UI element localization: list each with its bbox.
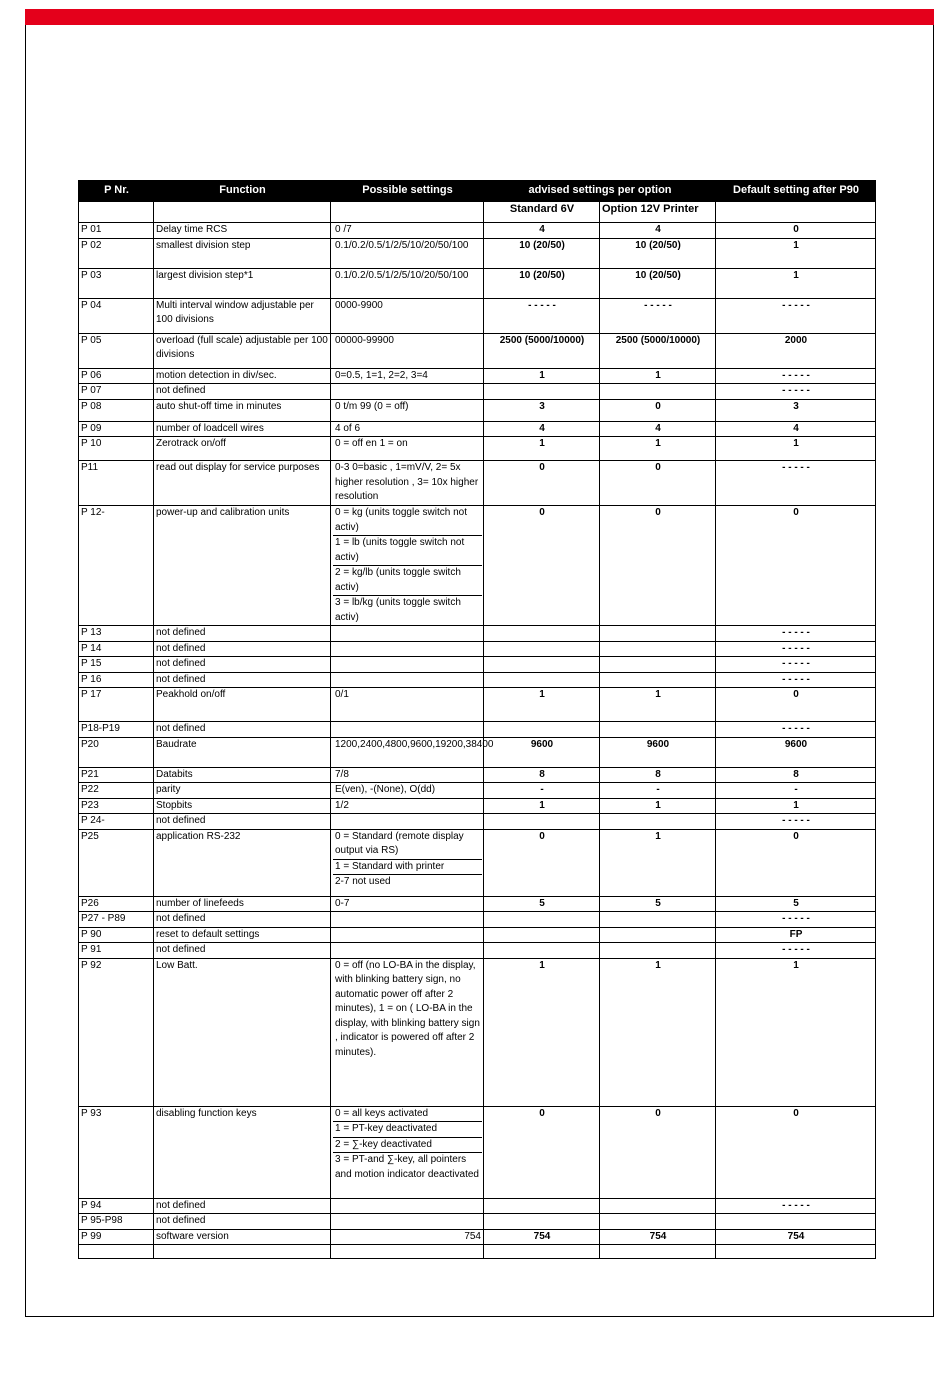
param-number-cell: P 04 — [79, 298, 154, 333]
possible-setting-item: 1/2 — [335, 799, 349, 811]
default-setting-cell: 5 — [716, 896, 876, 912]
subheader-option: Option 12V Printer — [600, 202, 716, 223]
option-12v-printer-cell — [600, 657, 716, 673]
standard-6v-cell: 10 (20/50) — [484, 238, 600, 268]
possible-settings-cell — [331, 641, 484, 657]
possible-setting-item: 0/1 — [335, 689, 349, 700]
default-setting-cell: - - - - - — [716, 1198, 876, 1214]
default-setting-cell: 1 — [716, 958, 876, 1106]
default-setting-cell: 2000 — [716, 333, 876, 368]
standard-6v-cell: - - - - - — [484, 298, 600, 333]
option-12v-printer-cell: 4 — [600, 223, 716, 239]
option-12v-printer-cell: 10 (20/50) — [600, 268, 716, 298]
option-12v-printer-cell — [600, 1245, 716, 1259]
table-row — [79, 461, 876, 506]
default-setting-cell: FP — [716, 927, 876, 943]
function-cell: not defined — [154, 626, 331, 642]
table-row — [79, 737, 876, 767]
option-12v-printer-cell: 4 — [600, 421, 716, 437]
param-number-cell: P 03 — [79, 268, 154, 298]
standard-6v-cell — [484, 384, 600, 400]
param-number-cell: P 13 — [79, 626, 154, 642]
function-cell: reset to default settings — [154, 927, 331, 943]
possible-settings-cell — [331, 688, 484, 722]
function-cell: not defined — [154, 722, 331, 738]
possible-settings-cell — [331, 657, 484, 673]
option-12v-printer-cell — [600, 1198, 716, 1214]
table-row — [79, 1214, 876, 1230]
standard-6v-cell — [484, 943, 600, 959]
possible-settings-cell — [331, 298, 484, 333]
function-cell: auto shut-off time in minutes — [154, 399, 331, 421]
possible-setting-item: 2-7 not used — [335, 876, 391, 887]
default-setting-cell: - - - - - — [716, 912, 876, 928]
possible-settings-cell — [331, 421, 484, 437]
header-red-bar — [25, 9, 934, 25]
function-cell: disabling function keys — [154, 1106, 331, 1198]
default-setting-cell — [716, 1245, 876, 1259]
possible-setting-item: 0-7 — [335, 897, 350, 909]
possible-settings-cell — [331, 943, 484, 959]
table-row — [79, 421, 876, 437]
function-cell: Stopbits — [154, 798, 331, 814]
possible-setting-item: 2 = kg/lb (units toggle switch activ) — [333, 566, 482, 596]
standard-6v-cell: 4 — [484, 223, 600, 239]
default-setting-cell: 0 — [716, 829, 876, 896]
standard-6v-cell: 4 — [484, 421, 600, 437]
possible-settings-cell — [331, 1245, 484, 1259]
possible-setting-item: 7/8 — [335, 768, 349, 780]
standard-6v-cell — [484, 672, 600, 688]
table-row — [79, 626, 876, 642]
option-12v-printer-cell: 0 — [600, 399, 716, 421]
col-header-function: Function — [154, 181, 331, 202]
param-number-cell: P 07 — [79, 384, 154, 400]
option-12v-printer-cell: 8 — [600, 767, 716, 783]
table-row — [79, 437, 876, 461]
possible-setting-item: 3 = lb/kg (units toggle switch activ) — [335, 597, 461, 623]
default-setting-cell: 1 — [716, 238, 876, 268]
standard-6v-cell: 9600 — [484, 737, 600, 767]
option-12v-printer-cell: 0 — [600, 1106, 716, 1198]
table-row — [79, 767, 876, 783]
function-cell: not defined — [154, 641, 331, 657]
param-number-cell: P 14 — [79, 641, 154, 657]
possible-settings-cell — [331, 384, 484, 400]
function-cell: software version — [154, 1229, 331, 1245]
table-row — [79, 1198, 876, 1214]
function-cell: Zerotrack on/off — [154, 437, 331, 461]
param-number-cell: P 09 — [79, 421, 154, 437]
param-number-cell: P 99 — [79, 1229, 154, 1245]
possible-settings-cell — [331, 767, 484, 783]
standard-6v-cell: 0 — [484, 461, 600, 506]
default-setting-cell: - - - - - — [716, 641, 876, 657]
possible-setting-item: 0.1/0.2/0.5/1/2/5/10/20/50/100 — [335, 239, 469, 251]
subheader-empty — [79, 202, 154, 223]
possible-setting-item: 1 = lb (units toggle switch not activ) — [333, 536, 482, 566]
option-12v-printer-cell: 2500 (5000/10000) — [600, 333, 716, 368]
default-setting-cell — [716, 1214, 876, 1230]
option-12v-printer-cell: 754 — [600, 1229, 716, 1245]
subheader-empty — [331, 202, 484, 223]
possible-setting-item: 0.1/0.2/0.5/1/2/5/10/20/50/100 — [335, 269, 469, 281]
param-number-cell: P20 — [79, 737, 154, 767]
function-cell: overload (full scale) adjustable per 100 divisions — [154, 333, 331, 368]
param-number-cell: P 16 — [79, 672, 154, 688]
possible-setting-item: 1 = PT-key deactivated — [333, 1122, 482, 1138]
default-setting-cell: 754 — [716, 1229, 876, 1245]
possible-setting-item: 3 = PT-and ∑-key, all pointers and motion indicator deactivated — [335, 1154, 479, 1180]
default-setting-cell: 1 — [716, 798, 876, 814]
function-cell: motion detection in div/sec. — [154, 368, 331, 384]
standard-6v-cell — [484, 927, 600, 943]
possible-settings-cell — [331, 238, 484, 268]
subheader-row — [79, 202, 876, 223]
possible-settings-cell — [331, 437, 484, 461]
possible-settings-cell — [331, 737, 494, 767]
default-setting-cell: 0 — [716, 688, 876, 722]
table-row — [79, 912, 876, 928]
option-12v-printer-cell: 0 — [600, 506, 716, 626]
option-12v-printer-cell — [600, 912, 716, 928]
possible-settings-cell — [331, 672, 484, 688]
param-number-cell: P 06 — [79, 368, 154, 384]
possible-settings-cell — [331, 506, 484, 626]
parameter-table — [78, 180, 876, 1259]
option-12v-printer-cell — [600, 641, 716, 657]
table-row — [79, 958, 876, 1106]
default-setting-cell: - - - - - — [716, 384, 876, 400]
function-cell: not defined — [154, 1198, 331, 1214]
subheader-empty — [716, 202, 876, 223]
table-row — [79, 943, 876, 959]
param-number-cell: P 24- — [79, 814, 154, 830]
function-cell: not defined — [154, 814, 331, 830]
standard-6v-cell: 1 — [484, 798, 600, 814]
col-header-p-nr: P Nr. — [79, 181, 154, 202]
option-12v-printer-cell — [600, 943, 716, 959]
table-row — [79, 896, 876, 912]
standard-6v-cell: 0 — [484, 506, 600, 626]
table-row — [79, 238, 876, 268]
subheader-empty — [154, 202, 331, 223]
option-12v-printer-cell — [600, 927, 716, 943]
default-setting-cell: 1 — [716, 268, 876, 298]
param-number-cell: P 95-P98 — [79, 1214, 154, 1230]
possible-setting-item: 0000-9900 — [335, 299, 383, 311]
table-row — [79, 384, 876, 400]
possible-settings-cell — [331, 333, 484, 368]
possible-settings-cell — [331, 798, 484, 814]
option-12v-printer-cell — [600, 384, 716, 400]
standard-6v-cell: 3 — [484, 399, 600, 421]
param-number-cell: P 90 — [79, 927, 154, 943]
table-row — [79, 333, 876, 368]
possible-settings-cell — [331, 1229, 484, 1245]
param-number-cell: P21 — [79, 767, 154, 783]
param-number-cell: P 94 — [79, 1198, 154, 1214]
table-row — [79, 223, 876, 239]
possible-settings-cell — [331, 626, 484, 642]
function-cell: Peakhold on/off — [154, 688, 331, 722]
possible-settings-cell — [331, 912, 484, 928]
standard-6v-cell — [484, 722, 600, 738]
standard-6v-cell: - — [484, 783, 600, 799]
default-setting-cell: 0 — [716, 506, 876, 626]
possible-settings-cell — [331, 896, 484, 912]
option-12v-printer-cell: - — [600, 783, 716, 799]
option-12v-printer-cell: 5 — [600, 896, 716, 912]
default-setting-cell: 1 — [716, 437, 876, 461]
table-row — [79, 688, 876, 722]
table-row — [79, 829, 876, 896]
param-number-cell: P 10 — [79, 437, 154, 461]
option-12v-printer-cell: 1 — [600, 688, 716, 722]
possible-setting-item: E(ven), -(None), O(dd) — [335, 784, 436, 795]
default-setting-cell: - - - - - — [716, 814, 876, 830]
standard-6v-cell: 2500 (5000/10000) — [484, 333, 600, 368]
possible-settings-cell — [331, 1198, 484, 1214]
table-row — [79, 798, 876, 814]
table-row — [79, 1229, 876, 1245]
subheader-standard: Standard 6V — [484, 202, 600, 223]
default-setting-cell: - - - - - — [716, 943, 876, 959]
param-number-cell — [79, 1245, 154, 1259]
function-cell: number of loadcell wires — [154, 421, 331, 437]
standard-6v-cell: 8 — [484, 767, 600, 783]
function-cell: not defined — [154, 943, 331, 959]
standard-6v-cell — [484, 814, 600, 830]
table-row — [79, 657, 876, 673]
possible-settings-cell — [331, 722, 484, 738]
param-number-cell: P 12- — [79, 506, 154, 626]
standard-6v-cell: 5 — [484, 896, 600, 912]
possible-setting-item: 0-3 0=basic , 1=mV/V, 2= 5x higher resolution , 3= 10x higher resolution — [335, 462, 479, 502]
option-12v-printer-cell — [600, 672, 716, 688]
possible-settings-cell — [331, 958, 484, 1106]
function-cell: largest division step*1 — [154, 268, 331, 298]
option-12v-printer-cell: 9600 — [600, 737, 716, 767]
standard-6v-cell: 0 — [484, 1106, 600, 1198]
option-12v-printer-cell: 1 — [600, 437, 716, 461]
option-12v-printer-cell: 1 — [600, 958, 716, 1106]
header-row — [79, 181, 876, 202]
possible-settings-cell — [331, 783, 484, 799]
standard-6v-cell — [484, 641, 600, 657]
possible-setting-item: 1 = Standard with printer — [333, 860, 482, 876]
default-setting-cell: 8 — [716, 767, 876, 783]
option-12v-printer-cell: 10 (20/50) — [600, 238, 716, 268]
default-setting-cell: 3 — [716, 399, 876, 421]
standard-6v-cell — [484, 1214, 600, 1230]
function-cell: not defined — [154, 1214, 331, 1230]
default-setting-cell: - - - - - — [716, 298, 876, 333]
default-setting-cell: - - - - - — [716, 657, 876, 673]
default-setting-cell: - - - - - — [716, 368, 876, 384]
param-number-cell: P 01 — [79, 223, 154, 239]
param-number-cell: P 05 — [79, 333, 154, 368]
function-cell: parity — [154, 783, 331, 799]
option-12v-printer-cell: 1 — [600, 829, 716, 896]
param-number-cell: P27 - P89 — [79, 912, 154, 928]
standard-6v-cell: 754 — [484, 1229, 600, 1245]
col-header-default-setting: Default setting after P90 — [716, 181, 876, 202]
default-setting-cell: - - - - - — [716, 672, 876, 688]
possible-setting-item: 0 = off en 1 = on — [335, 438, 408, 449]
default-setting-cell: 9600 — [716, 737, 876, 767]
table-row — [79, 927, 876, 943]
possible-setting-item: 0 = Standard (remote display output via RS) — [333, 830, 482, 860]
possible-setting-item: 0 t/m 99 (0 = off) — [335, 400, 409, 412]
param-number-cell: P11 — [79, 461, 154, 506]
default-setting-cell: - - - - - — [716, 722, 876, 738]
possible-settings-cell — [331, 927, 484, 943]
function-cell: Multi interval window adjustable per 100 divisions — [154, 298, 331, 333]
function-cell: number of linefeeds — [154, 896, 331, 912]
table-row — [79, 506, 876, 626]
table-row — [79, 298, 876, 333]
function-cell: application RS-232 — [154, 829, 331, 896]
standard-6v-cell: 1 — [484, 688, 600, 722]
table-row — [79, 814, 876, 830]
option-12v-printer-cell — [600, 814, 716, 830]
param-number-cell: P26 — [79, 896, 154, 912]
param-number-cell: P 02 — [79, 238, 154, 268]
possible-settings-cell — [331, 461, 484, 506]
standard-6v-cell — [484, 626, 600, 642]
standard-6v-cell: 1 — [484, 437, 600, 461]
possible-setting-item: 2 = ∑-key deactivated — [333, 1138, 482, 1154]
standard-6v-cell: 1 — [484, 958, 600, 1106]
table-row — [79, 1245, 876, 1259]
function-cell: Delay time RCS — [154, 223, 331, 239]
possible-setting-item: 0 = all keys activated — [333, 1107, 482, 1123]
possible-settings-cell — [331, 1214, 484, 1230]
function-cell: not defined — [154, 912, 331, 928]
default-setting-cell: - - - - - — [716, 626, 876, 642]
function-cell: Databits — [154, 767, 331, 783]
function-cell: power-up and calibration units — [154, 506, 331, 626]
param-number-cell: P23 — [79, 798, 154, 814]
table-row — [79, 672, 876, 688]
param-number-cell: P25 — [79, 829, 154, 896]
function-cell — [154, 1245, 331, 1259]
option-12v-printer-cell — [600, 626, 716, 642]
table-row — [79, 399, 876, 421]
standard-6v-cell: 0 — [484, 829, 600, 896]
standard-6v-cell: 1 — [484, 368, 600, 384]
possible-settings-cell — [331, 829, 484, 896]
default-setting-cell: 0 — [716, 1106, 876, 1198]
default-setting-cell: - - - - - — [716, 461, 876, 506]
possible-setting-item: 00000-99900 — [335, 334, 394, 346]
param-number-cell: P22 — [79, 783, 154, 799]
function-cell: read out display for service purposes — [154, 461, 331, 506]
option-12v-printer-cell: 1 — [600, 368, 716, 384]
default-setting-cell: 4 — [716, 421, 876, 437]
standard-6v-cell — [484, 657, 600, 673]
table-row — [79, 641, 876, 657]
param-number-cell: P 08 — [79, 399, 154, 421]
standard-6v-cell: 10 (20/50) — [484, 268, 600, 298]
table-row — [79, 1106, 876, 1198]
possible-setting-item: 0 = off (no LO-BA in the display, with blinking battery sign, no automatic power off after 2 minutes), 1 = on ( LO-BA in the display, with blinking battery sign , indicator is powered off after 2 minutes). — [335, 959, 480, 1058]
option-12v-printer-cell: 1 — [600, 798, 716, 814]
param-number-cell: P18-P19 — [79, 722, 154, 738]
possible-setting-item: 0 = kg (units toggle switch not activ) — [333, 506, 482, 536]
possible-settings-cell — [331, 814, 484, 830]
param-number-cell: P 91 — [79, 943, 154, 959]
function-cell: smallest division step — [154, 238, 331, 268]
possible-settings-cell — [331, 268, 484, 298]
table-row — [79, 783, 876, 799]
possible-setting-item: 0 /7 — [335, 224, 352, 235]
possible-setting-item: 1200,2400,4800,9600,19200,38400 — [335, 738, 494, 750]
col-header-advised-settings: advised settings per option — [484, 181, 716, 202]
function-cell: Baudrate — [154, 737, 331, 767]
table-row — [79, 722, 876, 738]
param-number-cell: P 92 — [79, 958, 154, 1106]
function-cell: not defined — [154, 657, 331, 673]
option-12v-printer-cell — [600, 1214, 716, 1230]
table-row — [79, 268, 876, 298]
possible-setting-item: 754 — [464, 1230, 481, 1242]
option-12v-printer-cell — [600, 722, 716, 738]
function-cell: Low Batt. — [154, 958, 331, 1106]
standard-6v-cell — [484, 912, 600, 928]
possible-setting-item: 0=0.5, 1=1, 2=2, 3=4 — [335, 369, 428, 381]
possible-settings-cell — [331, 399, 484, 421]
param-number-cell: P 17 — [79, 688, 154, 722]
standard-6v-cell — [484, 1245, 600, 1259]
possible-settings-cell — [331, 223, 484, 239]
table-row — [79, 368, 876, 384]
default-setting-cell: - — [716, 783, 876, 799]
standard-6v-cell — [484, 1198, 600, 1214]
default-setting-cell: 0 — [716, 223, 876, 239]
possible-settings-cell — [331, 1106, 484, 1198]
col-header-possible-settings: Possible settings — [331, 181, 484, 202]
option-12v-printer-cell: - - - - - — [600, 298, 716, 333]
function-cell: not defined — [154, 384, 331, 400]
option-12v-printer-cell: 0 — [600, 461, 716, 506]
possible-settings-cell — [331, 368, 484, 384]
param-number-cell: P 93 — [79, 1106, 154, 1198]
function-cell: not defined — [154, 672, 331, 688]
possible-setting-item: 4 of 6 — [335, 422, 361, 434]
param-number-cell: P 15 — [79, 657, 154, 673]
